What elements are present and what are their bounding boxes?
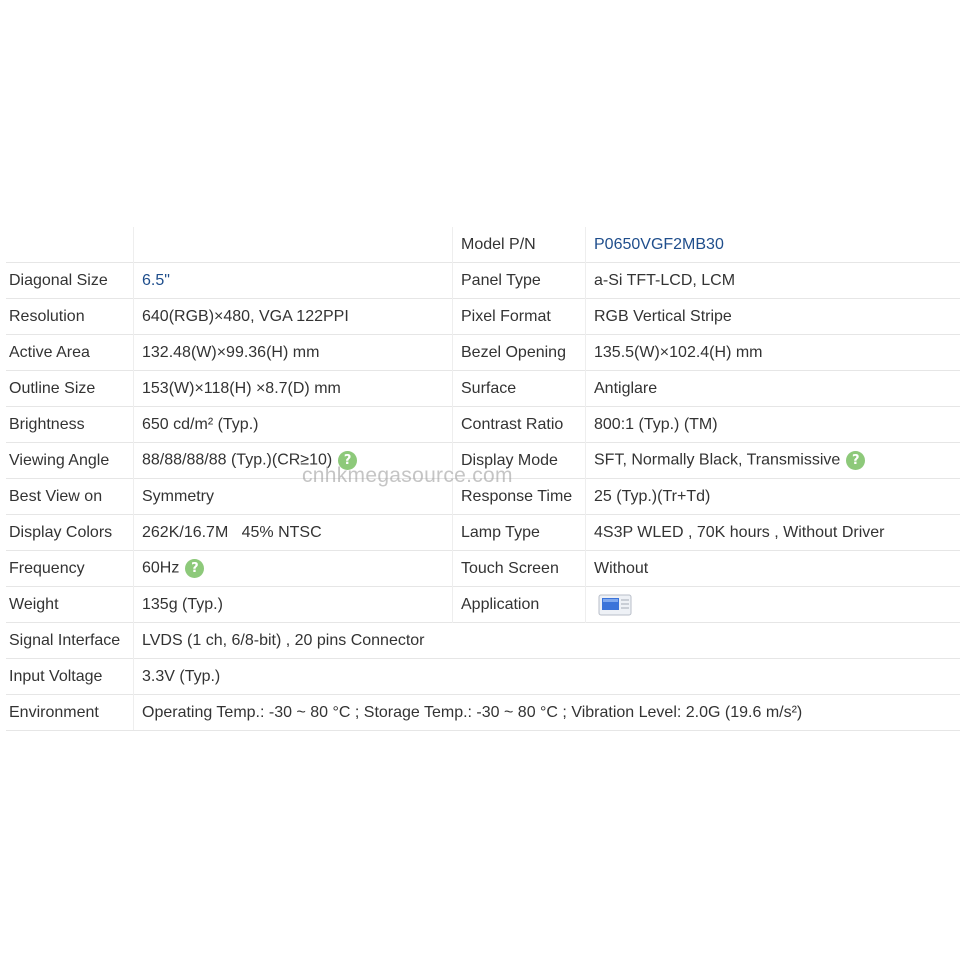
bezel-opening-label: Bezel Opening: [453, 335, 586, 371]
model-pn-label: Model P/N: [453, 227, 586, 263]
active-area-value: 132.48(W)×99.36(H) mm: [134, 335, 453, 371]
environment-label: Environment: [6, 695, 134, 731]
outline-size-value: 153(W)×118(H) ×8.7(D) mm: [134, 371, 453, 407]
best-view-label: Best View on: [6, 479, 134, 515]
pixel-format-label: Pixel Format: [453, 299, 586, 335]
surface-value: Antiglare: [586, 371, 960, 407]
signal-interface-value: LVDS (1 ch, 6/8-bit) , 20 pins Connector: [134, 623, 960, 659]
input-voltage-label: Input Voltage: [6, 659, 134, 695]
spec-row-model: [6, 227, 960, 263]
signal-interface-label: Signal Interface: [6, 623, 134, 659]
display-mode-label: Display Mode: [453, 443, 586, 479]
display-colors-value: 262K/16.7M 45% NTSC: [134, 515, 453, 551]
spec-row-resolution: [6, 299, 960, 335]
spec-row-environment: [6, 695, 960, 731]
touch-screen-value: Without: [586, 551, 960, 587]
bezel-opening-value: 135.5(W)×102.4(H) mm: [586, 335, 960, 371]
display-mode-cell: [586, 443, 960, 479]
brightness-label: Brightness: [6, 407, 134, 443]
spec-row-weight: [6, 587, 960, 623]
lamp-type-label: Lamp Type: [453, 515, 586, 551]
active-area-label: Active Area: [6, 335, 134, 371]
monitor-device-icon[interactable]: [598, 593, 632, 617]
best-view-value: Symmetry: [134, 479, 453, 515]
application-cell: [586, 587, 960, 623]
spec-row-input-voltage: [6, 659, 960, 695]
diagonal-size-value: 6.5": [134, 263, 453, 299]
input-voltage-value: 3.3V (Typ.): [134, 659, 960, 695]
environment-value: Operating Temp.: -30 ~ 80 °C ; Storage Temp.: -30 ~ 80 °C ; Vibration Level: 2.0G (19.6 m/s²): [134, 695, 960, 731]
resolution-value: 640(RGB)×480, VGA 122PPI: [134, 299, 453, 335]
spec-row-diagonal: [6, 263, 960, 299]
viewing-angle-cell: [134, 443, 453, 479]
viewing-angle-label: Viewing Angle: [6, 443, 134, 479]
pixel-format-value: RGB Vertical Stripe: [586, 299, 960, 335]
spec-row-display-colors: [6, 515, 960, 551]
spec-row-viewing-angle: [6, 443, 960, 479]
empty-cell: [6, 227, 134, 263]
spec-row-brightness: [6, 407, 960, 443]
outline-size-label: Outline Size: [6, 371, 134, 407]
spec-row-signal-interface: [6, 623, 960, 659]
question-circle-icon[interactable]: ?: [338, 451, 357, 470]
spec-row-best-view: [6, 479, 960, 515]
weight-label: Weight: [6, 587, 134, 623]
response-time-label: Response Time: [453, 479, 586, 515]
surface-label: Surface: [453, 371, 586, 407]
diagonal-size-label: Diagonal Size: [6, 263, 134, 299]
lamp-type-value: 4S3P WLED , 70K hours , Without Driver: [586, 515, 960, 551]
contrast-ratio-value: 800:1 (Typ.) (TM): [586, 407, 960, 443]
response-time-value: 25 (Typ.)(Tr+Td): [586, 479, 960, 515]
weight-value: 135g (Typ.): [134, 587, 453, 623]
panel-type-label: Panel Type: [453, 263, 586, 299]
question-circle-icon[interactable]: ?: [846, 451, 865, 470]
spec-table: [6, 227, 960, 731]
model-pn-value: P0650VGF2MB30: [586, 227, 960, 263]
spec-row-outline: [6, 371, 960, 407]
panel-type-value: a-Si TFT-LCD, LCM: [586, 263, 960, 299]
spec-row-frequency: [6, 551, 960, 587]
contrast-ratio-label: Contrast Ratio: [453, 407, 586, 443]
frequency-value: 60Hz: [142, 559, 180, 577]
brightness-value: 650 cd/m² (Typ.): [134, 407, 453, 443]
application-label: Application: [453, 587, 586, 623]
empty-cell: [134, 227, 453, 263]
display-mode-value: SFT, Normally Black, Transmissive: [594, 451, 841, 469]
display-colors-label: Display Colors: [6, 515, 134, 551]
viewing-angle-value: 88/88/88/88 (Typ.)(CR≥10): [142, 451, 333, 469]
frequency-cell: [134, 551, 453, 587]
touch-screen-label: Touch Screen: [453, 551, 586, 587]
spec-row-active-area: [6, 335, 960, 371]
question-circle-icon[interactable]: ?: [185, 559, 204, 578]
frequency-label: Frequency: [6, 551, 134, 587]
watermark-text: cnhkmegasource.com: [302, 464, 513, 487]
resolution-label: Resolution: [6, 299, 134, 335]
